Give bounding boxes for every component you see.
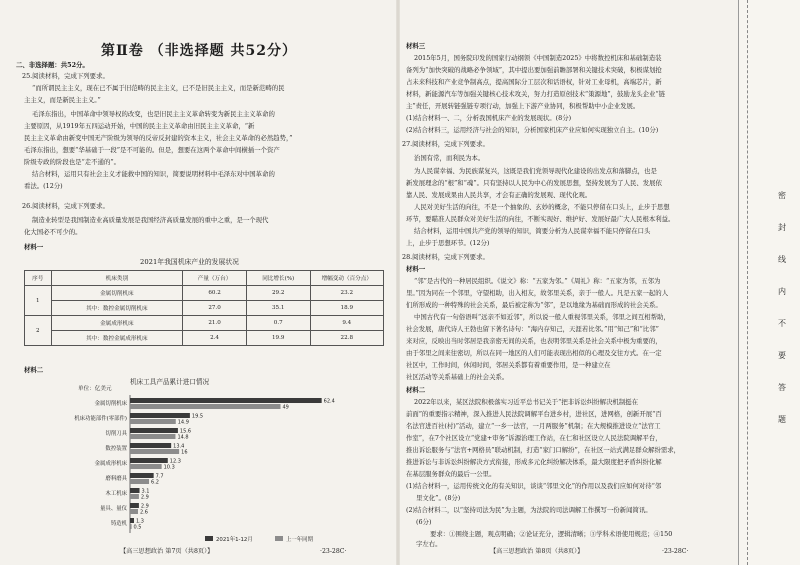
value-label: 19.5 bbox=[191, 413, 204, 420]
table-row bbox=[25, 316, 384, 331]
value-label: 2.9 bbox=[140, 494, 149, 501]
table-row bbox=[25, 286, 384, 301]
q28-m1-line: 社区活动等关系基础上的社会关系。 bbox=[406, 373, 509, 381]
q27-line: 上，止步于思想环节。(12分) bbox=[406, 239, 490, 247]
q28-m2-line: 作室”，在7个社区设立“党建+审务”诉源治理工作站，在仁和社区设立人民法院调解平台， bbox=[406, 434, 662, 442]
margin-char: 线 bbox=[778, 255, 786, 264]
margin-char: 题 bbox=[778, 415, 786, 424]
value-label: 7.7 bbox=[155, 473, 164, 480]
q28-m2-line: 推出诉讼服务与“法官+网格员”联动机制，打造“家门口解纷”，在社区一站式满足群众解纷需求， bbox=[406, 446, 681, 454]
m3-line: 2015年5月，国务院印发的国家行动纲领《中国制造2025》中将数控机床和基础制造装 bbox=[414, 54, 662, 62]
bar bbox=[130, 503, 139, 508]
q26-text-line: 化大国必不可少的。 bbox=[24, 228, 82, 236]
q28-requirements: 要求：①围绕主题，观点明确；②论证充分，逻辑清晰；③学科术语使用规范；④150 bbox=[430, 530, 673, 538]
m3-line: 主”责任，开展转链强链专项行动，加强上下游产业协同，积极帮助中小企业发展。 bbox=[406, 102, 640, 110]
value-label: 14.8 bbox=[177, 434, 189, 441]
q28-sub1: (1)结合材料一，运用传统文化的有关知识，谈谈“邻里文化”的作用以及我们应如何对待“邻 bbox=[406, 482, 662, 490]
category-label: 量具、量仪 bbox=[100, 506, 127, 512]
q28-m2-line: 名法官进百社(村)”活动，建立“一乡一法官，一月两服务”机制；在大规模推进设立“法官工 bbox=[406, 422, 661, 430]
table-cell: 19.9 bbox=[246, 331, 310, 346]
bar bbox=[130, 509, 138, 514]
m3-line: 材料，新能源汽车等加强关键核心技术攻关，努力打造原创技术“策源地”，鼓励龙头企业“链 bbox=[406, 90, 666, 98]
material-2-label: 材料二 bbox=[24, 366, 44, 374]
value-label: 49 bbox=[282, 404, 289, 411]
table-cell: 2 bbox=[25, 316, 52, 346]
table-header: 机床类别 bbox=[51, 271, 183, 286]
table-row bbox=[25, 301, 384, 316]
margin-char: 要 bbox=[778, 351, 786, 360]
bar bbox=[130, 473, 154, 478]
value-label: 16 bbox=[181, 449, 188, 456]
q28-intro: 28.阅读材料，完成下列要求。 bbox=[402, 253, 489, 261]
right-footer-code: ·23-28C· bbox=[662, 548, 689, 555]
q25-text-line: 阶级专政的阶段也是“走不通的”。 bbox=[24, 158, 121, 166]
q28-m1-line: 来对应，反映出当时邻居是我亲密无间的关系，也表明邻里关系是社会关系中极为重要的， bbox=[406, 337, 662, 345]
left-footer: 【高三思想政治 第7页（共8页）】 bbox=[120, 548, 214, 555]
table-cell: 29.2 bbox=[246, 286, 310, 301]
q28-m1-line: 中国古代有一句俗语叫“远亲不如近邻”，所以说一般人重视邻里关系，邻里之间互相帮助， bbox=[414, 313, 670, 321]
bar bbox=[130, 488, 140, 493]
q27-line: 靠人民、发展成果由人民共享，才会有正确的发展观、现代化观。 bbox=[406, 191, 592, 199]
q25-text-line: 毛泽东指出，中国革命中领导权的改变，也是旧民主主义革命转变为新民主主义革命的 bbox=[32, 110, 275, 118]
bar bbox=[130, 518, 134, 523]
value-label: 14.9 bbox=[177, 419, 189, 426]
data-table bbox=[24, 270, 384, 346]
q28-m1-line: 们所形成的一种特殊的社会关系，最后被定称为“邻”，是以地缘为基础而形成的社会关系。 bbox=[406, 301, 662, 309]
q28-m1-line: 由于邻里之间来往密切，所以在同一地区的人们可能表现出相似的心理及交往方式。在一定 bbox=[406, 349, 662, 357]
q26-sub2: (2)结合材料三，运用经济与社会的知识，分析国家机床产业应如何实现独立自主。(10分) bbox=[406, 126, 659, 134]
q27-line: 结合材料，运用中国共产党的领导的知识，简要分析为人民谋幸福不能只停留在口头 bbox=[414, 227, 651, 235]
binding-margin bbox=[738, 0, 800, 565]
value-label: 13.4 bbox=[173, 443, 185, 450]
table-cell: 其中：数控金属成形机床 bbox=[51, 331, 183, 346]
bar bbox=[130, 413, 190, 418]
left-page bbox=[0, 0, 398, 565]
table-cell: 0.7 bbox=[246, 316, 310, 331]
margin-char: 密 bbox=[778, 191, 786, 200]
q27-line: 新发展理念的“根”和“魂”。只有坚持以人民为中心的发展思想，坚持发展为了人民、发展依 bbox=[406, 179, 662, 187]
q25-text-line: 主要原因，从1919年五四运动开始，中国的民主主义革命由旧民主主义革命，“新 bbox=[24, 122, 255, 130]
q25-quote-line: “而所谓民主主义，现在已不属于旧范畴的民主主义，已不是旧民主主义，而是新范畴的民 bbox=[32, 84, 285, 92]
table-cell: 金属成形机床 bbox=[51, 316, 183, 331]
legend-label: 上一年同期 bbox=[286, 537, 313, 543]
bar bbox=[130, 419, 176, 424]
category-label: 金属成形机床 bbox=[94, 461, 127, 467]
right-page bbox=[400, 0, 738, 565]
table-cell: 22.8 bbox=[310, 331, 383, 346]
q25-quote-line: 主主义，而是新民主主义。” bbox=[24, 96, 101, 104]
q27-line: 环节，要瞄准人民群众对美好生活的向往，不断实现好、维护好、发展好最广大人民根本利益。 bbox=[406, 215, 675, 223]
value-label: 0.5 bbox=[133, 524, 142, 531]
table-title: 2021年我国机床产业的发展状况 bbox=[140, 258, 239, 266]
q25-text-line: 看法。(12分) bbox=[24, 182, 63, 190]
left-footer-code: ·23-28C· bbox=[320, 548, 347, 555]
q28-m2-line: 推进诉讼与非诉讼纠纷解决方式衔接，形成多元化纠纷解决体系，最大限度把矛盾纠纷化解 bbox=[406, 458, 662, 466]
bar bbox=[130, 434, 175, 439]
q26-text-line: 制造业转型是我国制造业高质量发展是我国经济高质量发展的重中之重，是一个现代 bbox=[32, 216, 269, 224]
q28-material-1-label: 材料一 bbox=[406, 265, 426, 273]
m3-line: 占未来科技和产业竞争制高点，提高国际分工层次和话语权，针对工业母机，高端芯片，新 bbox=[406, 78, 662, 86]
legend-swatch bbox=[205, 536, 213, 541]
q27-line: 治国有常，而利民为本。 bbox=[414, 154, 485, 162]
bar bbox=[130, 524, 132, 529]
bar bbox=[130, 404, 281, 409]
table-cell: 1 bbox=[25, 286, 52, 316]
section-heading: 二、非选择题：共52分。 bbox=[16, 61, 89, 69]
right-footer: 【高三思想政治 第8页（共8页）】 bbox=[490, 548, 584, 555]
q28-m2-line: 在基层服务群众的最后一公里。 bbox=[406, 470, 496, 478]
q28-material-2-label: 材料二 bbox=[406, 386, 426, 394]
material-1-label: 材料一 bbox=[24, 243, 44, 251]
category-label: 机床功能部件(零部件) bbox=[74, 416, 127, 422]
paper-title: 第Ⅱ卷 （非选择题 共52分） bbox=[100, 43, 298, 59]
q28-sub2-cont: (6分) bbox=[416, 518, 432, 526]
category-label: 磨料磨具 bbox=[105, 476, 127, 482]
table-header: 同比增长(%) bbox=[246, 271, 310, 286]
m3-line: 备列为“加快突破的战略必争领域”，其中提出要加强前瞻部署和关键技术突破，积极谋划抢 bbox=[406, 66, 662, 74]
table-cell: 60.2 bbox=[183, 286, 247, 301]
q26-intro: 26.阅读材料，完成下列要求。 bbox=[22, 202, 109, 210]
margin-char: 答 bbox=[778, 383, 786, 392]
table-cell: 9.4 bbox=[310, 316, 383, 331]
material-3-label: 材料三 bbox=[406, 42, 426, 50]
category-label: 金属切削机床 bbox=[94, 401, 127, 407]
category-label: 木工机床 bbox=[105, 491, 127, 497]
bar bbox=[130, 494, 139, 499]
bar bbox=[130, 443, 171, 448]
value-label: 6.2 bbox=[151, 479, 159, 486]
value-label: 3.1 bbox=[141, 488, 150, 495]
table-row bbox=[25, 331, 384, 346]
table-header: 增幅变动（百分点） bbox=[310, 271, 383, 286]
table-cell: 23.2 bbox=[310, 286, 383, 301]
q28-m1-line: “邻”是古代的一种居民组织。《说文》称：“五家为邻。”《周礼》称：“五家为邻，五邻为 bbox=[414, 277, 661, 285]
table-cell: 21.0 bbox=[183, 316, 247, 331]
bar bbox=[130, 428, 178, 433]
q28-m1-line: 里。”因为同在一个邻里，守望相助，出入相友，故邻里关系，亲于一般人。凡是五家一起的人 bbox=[406, 289, 669, 297]
import-bar-chart bbox=[20, 384, 390, 544]
q28-m2-line: 2022年以来，某区法院积极落实习近平总书记关于“把非诉讼纠纷解决机制挺在 bbox=[414, 398, 639, 406]
table-cell: 27.0 bbox=[183, 301, 247, 316]
q28-sub2: (2)结合材料二，以“坚持司法为民”为主题，为法院的司法调解工作撰写一份新闻简讯。 bbox=[406, 506, 652, 514]
bar bbox=[130, 458, 168, 463]
legend-swatch bbox=[275, 536, 283, 541]
table-cell: 2.4 bbox=[183, 331, 247, 346]
q27-line: 为人民谋幸福、为民族谋复兴，这既是我们党领导现代化建设的出发点和落脚点，也是 bbox=[414, 167, 657, 175]
category-label: 数控装置 bbox=[105, 446, 127, 452]
table-cell: 35.1 bbox=[246, 301, 310, 316]
value-label: 10.3 bbox=[163, 464, 175, 471]
category-label: 切削刀具 bbox=[105, 431, 127, 437]
q28-m1-line: 社区中，工作时间，休闲时间，邻居关系都有着重要作用，是一种建立在 bbox=[406, 361, 611, 369]
q27-line: 人民对美好生活的向往，不是一个抽象的、玄妙的概念，不能只停留在口头上，止步于思想 bbox=[414, 203, 670, 211]
chart-unit-label: 单位：亿美元 bbox=[78, 386, 112, 392]
bar bbox=[130, 479, 149, 484]
q25-text-line: 毛泽东指出，想要“华基础于一段”是不可能的。但是，想要在这两个革命中间横插一个资产 bbox=[24, 146, 280, 154]
table-cell: 18.9 bbox=[310, 301, 383, 316]
table-header: 序号 bbox=[25, 271, 52, 286]
q26-sub1: (1)结合材料一、二，分析我国机床产业的发展现状。(8分) bbox=[406, 114, 572, 122]
margin-char: 内 bbox=[778, 287, 786, 296]
value-label: 15.6 bbox=[179, 428, 192, 435]
table-cell: 其中：数控金属切削机床 bbox=[51, 301, 183, 316]
legend-label: 2021年1-12月 bbox=[216, 537, 253, 543]
table-cell: 金属切削机床 bbox=[51, 286, 183, 301]
margin-char: 封 bbox=[778, 223, 786, 232]
q28-m1-line: 社会发展，唐代诗人王勃也留下著名诗句：“海内存知己，天涯若比邻。”用“知己”和“比邻” bbox=[406, 325, 659, 333]
q28-sub1-cont: 里文化”。(8分) bbox=[416, 494, 461, 502]
q25-intro: 25.阅读材料，完成下列要求。 bbox=[22, 72, 109, 80]
bar bbox=[130, 464, 162, 469]
value-label: 62.4 bbox=[323, 398, 335, 405]
q27-intro: 27.阅读材料，完成下列要求。 bbox=[402, 140, 489, 148]
value-label: 12.3 bbox=[169, 458, 181, 465]
margin-char: 不 bbox=[778, 319, 786, 328]
value-label: 2.9 bbox=[140, 503, 149, 510]
bar bbox=[130, 398, 322, 403]
value-label: 2.6 bbox=[139, 509, 148, 516]
table-header: 产量（万台） bbox=[183, 271, 247, 286]
q25-text-line: 民主主义革命由新变中国无产阶级为领导的反帝反封建的资本主义，社会主义革命的必然趋势，” bbox=[24, 134, 293, 142]
q28-requirements-cont: 字左右。 bbox=[416, 540, 442, 548]
q28-m2-line: 前面”的重要指示精神，深入推进人民法院调解平台进乡村，进社区，进网格，创新开展“百 bbox=[406, 410, 662, 418]
category-label: 铸造机 bbox=[110, 521, 127, 527]
cut-line bbox=[747, 0, 748, 565]
value-label: 1.3 bbox=[135, 518, 144, 525]
chart-title: 机床工具产品累计进口情况 bbox=[130, 378, 210, 386]
bar bbox=[130, 449, 179, 454]
q25-text-line: 结合材料，运用只有社会主义才能救中国的知识，简要说明材料中毛泽东对中国革命的 bbox=[32, 170, 275, 178]
